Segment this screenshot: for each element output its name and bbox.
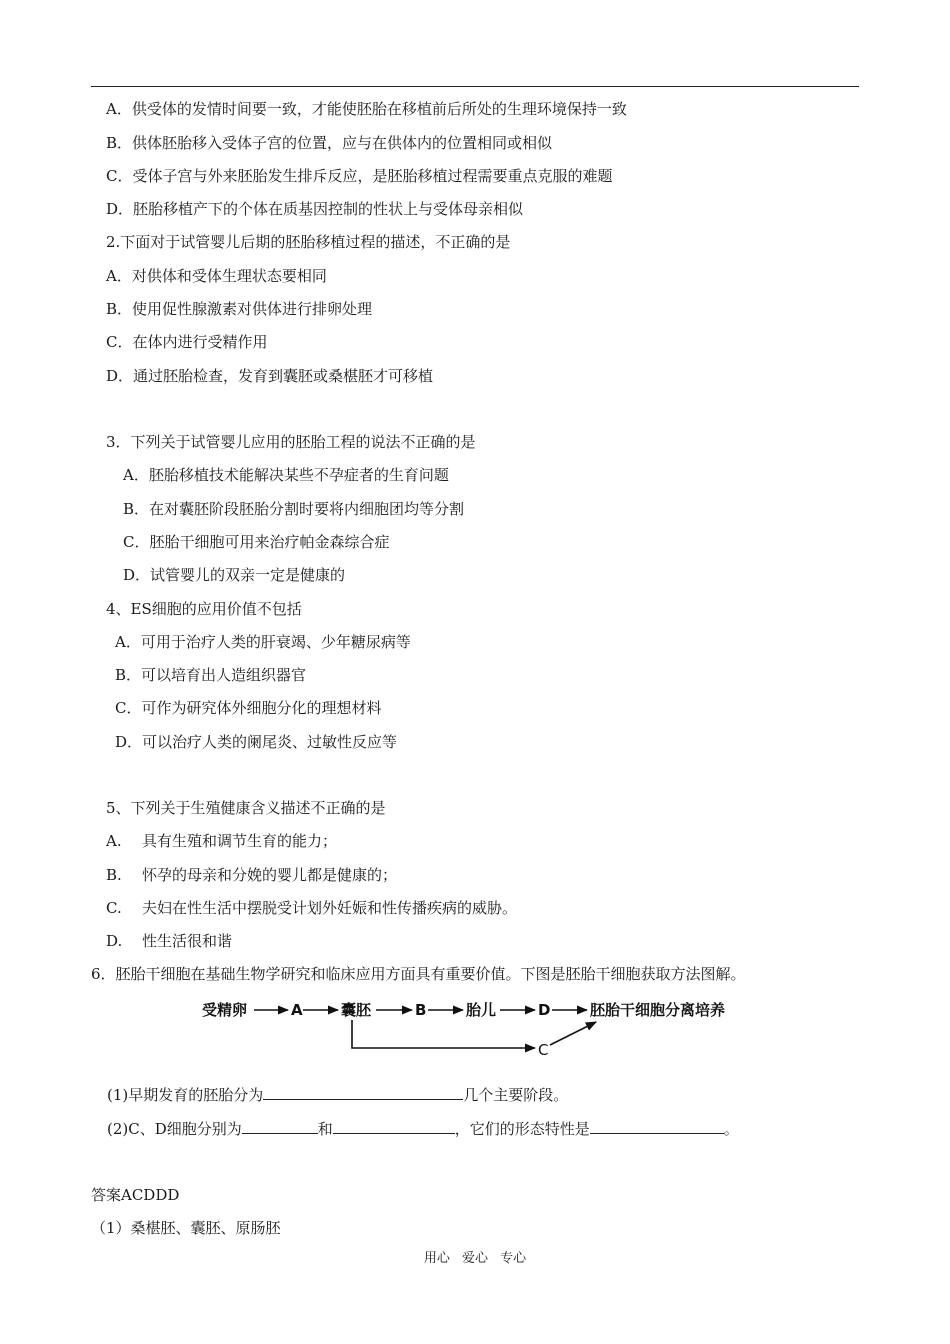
answer-blank-3[interactable] (333, 1117, 455, 1134)
node-blastocyst: 囊胚 (341, 1001, 372, 1019)
node-zygote: 受精卵 (202, 1001, 248, 1019)
q5-option-letter: C. (106, 899, 122, 917)
q3-option-b: B．在对囊胚阶段胚胎分割时要将内细胞团均等分割 (123, 500, 465, 518)
answer-blank-4[interactable] (590, 1117, 724, 1134)
answer-title: 答案ACDDD (91, 1186, 180, 1204)
q3-option-c: C．胚胎干细胞可用来治疗帕金森综合症 (123, 533, 390, 551)
q2-stem: 2.下面对于试管婴儿后期的胚胎移植过程的描述，不正确的是 (106, 233, 511, 251)
q5-option-letter: B. (106, 866, 122, 884)
q1-option-c: C．受体子宫与外来胚胎发生排斥反应，是胚胎移植过程需要重点克服的难题 (106, 167, 613, 185)
q6-sub1-suffix: 几个主要阶段。 (463, 1086, 569, 1104)
q4-option-a: A．可用于治疗人类的肝衰竭、少年糖尿病等 (115, 633, 411, 651)
arrow-branch (352, 1020, 535, 1048)
answer-blank-1[interactable] (263, 1083, 463, 1100)
q6-sub2-suffix: 。 (723, 1120, 739, 1138)
q1-option-d: D．胚胎移植产下的个体在质基因控制的性状上与受体母亲相似 (106, 200, 524, 218)
q5-option-letter: A. (106, 832, 122, 850)
q1-option-b: B．供体胚胎移入受体子宫的位置，应与在供体内的位置相同或相似 (106, 134, 553, 152)
q5-option-text: 具有生殖和调节生育的能力； (142, 832, 338, 850)
q4-option-c: C．可作为研究体外细胞分化的理想材料 (115, 699, 382, 717)
answer-blank-2[interactable] (242, 1117, 318, 1134)
q4-stem: 4、ES细胞的应用价值不包括 (106, 600, 302, 618)
node-b: B (415, 1001, 427, 1019)
q6-sub2-middle: ，它们的形态特性是 (454, 1120, 590, 1138)
flow-diagram (190, 993, 780, 1068)
q3-option-a: A．胚胎移植技术能解决某些不孕症者的生育问题 (123, 466, 449, 484)
node-fetus: 胎儿 (466, 1001, 497, 1019)
q2-option-c: C．在体内进行受精作用 (106, 333, 268, 351)
q5-option-b (106, 865, 397, 885)
q5-option-letter: D. (106, 932, 123, 950)
answer-line-1: （1）桑椹胚、囊胚、原肠胚 (91, 1219, 281, 1237)
q5-option-c (106, 898, 517, 918)
q6-sub2 (107, 1117, 739, 1139)
q5-option-a (106, 831, 337, 851)
node-c: C (538, 1041, 549, 1059)
q5-option-text: 性生活很和谐 (142, 932, 233, 950)
node-a: A (291, 1001, 303, 1019)
q6-sub1 (107, 1083, 568, 1105)
q6-sub2-prefix: (2)C、D细胞分别为 (107, 1120, 242, 1138)
q5-stem: 5、下列关于生殖健康含义描述不正确的是 (106, 799, 386, 817)
arrow-c-to-culture (550, 1022, 596, 1045)
q3-stem: 3．下列关于试管婴儿应用的胚胎工程的说法不正确的是 (106, 433, 476, 451)
q5-option-d (106, 931, 232, 951)
q2-option-b: B．使用促性腺激素对供体进行排卵处理 (106, 300, 373, 318)
node-es-culture: 胚胎干细胞分离培养 (590, 1001, 726, 1019)
q5-option-text: 夫妇在性生活中摆脱受计划外妊娠和性传播疾病的威胁。 (142, 899, 518, 917)
q5-option-text: 怀孕的母亲和分娩的婴儿都是健康的； (142, 866, 398, 884)
q3-option-d: D．试管婴儿的双亲一定是健康的 (123, 566, 346, 584)
node-d: D (538, 1001, 551, 1019)
q4-option-b: B．可以培育出人造组织器官 (115, 666, 307, 684)
q4-option-d: D．可以治疗人类的阑尾炎、过敏性反应等 (115, 733, 398, 751)
q1-option-a: A．供受体的发情时间要一致，才能使胚胎在移植前后所处的生理环境保持一致 (106, 100, 627, 118)
q6-sub1-prefix: (1)早期发育的胚胎分为 (107, 1086, 264, 1104)
q6-sub2-and: 和 (317, 1120, 333, 1138)
q6-stem: 6．胚胎干细胞在基础生物学研究和临床应用方面具有重要价值。下图是胚胎干细胞获取方法图解。 (91, 965, 746, 983)
header-rule (91, 86, 859, 87)
page-footer: 用心 爱心 专心 (423, 1251, 527, 1266)
q2-option-a: A．对供体和受体生理状态要相同 (106, 267, 327, 285)
q2-option-d: D．通过胚胎检查，发育到囊胚或桑椹胚才可移植 (106, 367, 434, 385)
